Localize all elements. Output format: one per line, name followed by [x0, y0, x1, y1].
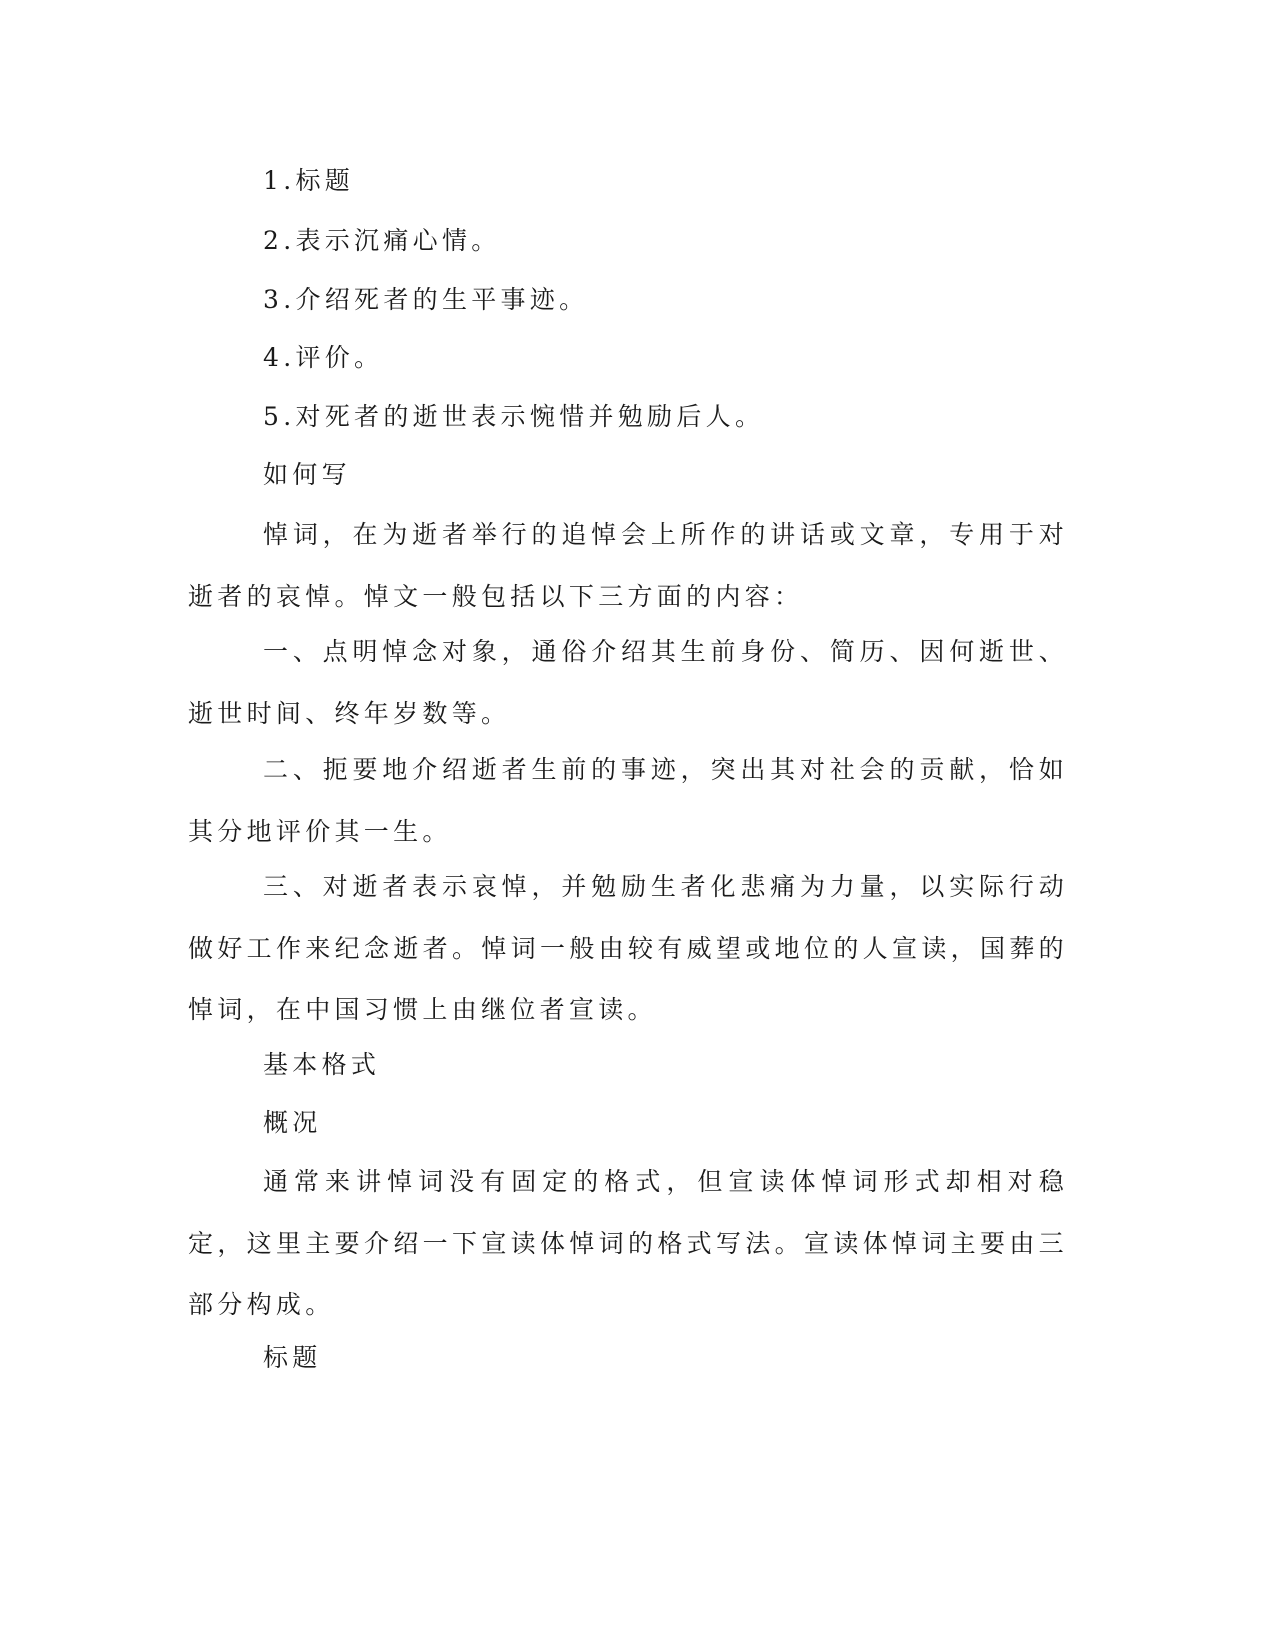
section-heading-overview: 概况: [263, 1108, 322, 1137]
list-item-title: 1.标题: [263, 166, 355, 195]
paragraph-overview: 通常来讲悼词没有固定的格式，但宣读体悼词形式却相对稳定，这里主要介绍一下宣读体悼词的格式写法。宣读体悼词主要由三部分构成。: [188, 1167, 1068, 1319]
section-heading-title: 标题: [263, 1343, 322, 1372]
paragraph-point-two: 二、扼要地介绍逝者生前的事迹，突出其对社会的贡献，恰如其分地评价其一生。: [188, 755, 1068, 846]
section-heading-basic-format: 基本格式: [263, 1050, 381, 1079]
paragraph-eulogy-definition: 悼词，在为逝者举行的追悼会上所作的讲话或文章，专用于对逝者的哀悼。悼文一般包括以下三方面的内容：: [188, 520, 1068, 611]
paragraph-point-three: 三、对逝者表示哀悼，并勉励生者化悲痛为力量，以实际行动做好工作来纪念逝者。悼词一般由较有威望或地位的人宣读，国葬的悼词，在中国习惯上由继位者宣读。: [188, 872, 1068, 1024]
section-heading-how-to-write: 如何写: [263, 460, 351, 489]
list-item-mourning: 5.对死者的逝世表示惋惜并勉励后人。: [263, 402, 765, 431]
list-item-evaluation: 4.评价。: [263, 343, 384, 372]
paragraph-point-one: 一、点明悼念对象，通俗介绍其生前身份、简历、因何逝世、逝世时间、终年岁数等。: [188, 637, 1068, 728]
list-item-grief: 2.表示沉痛心情。: [263, 226, 501, 255]
list-item-life-story: 3.介绍死者的生平事迹。: [263, 285, 589, 314]
